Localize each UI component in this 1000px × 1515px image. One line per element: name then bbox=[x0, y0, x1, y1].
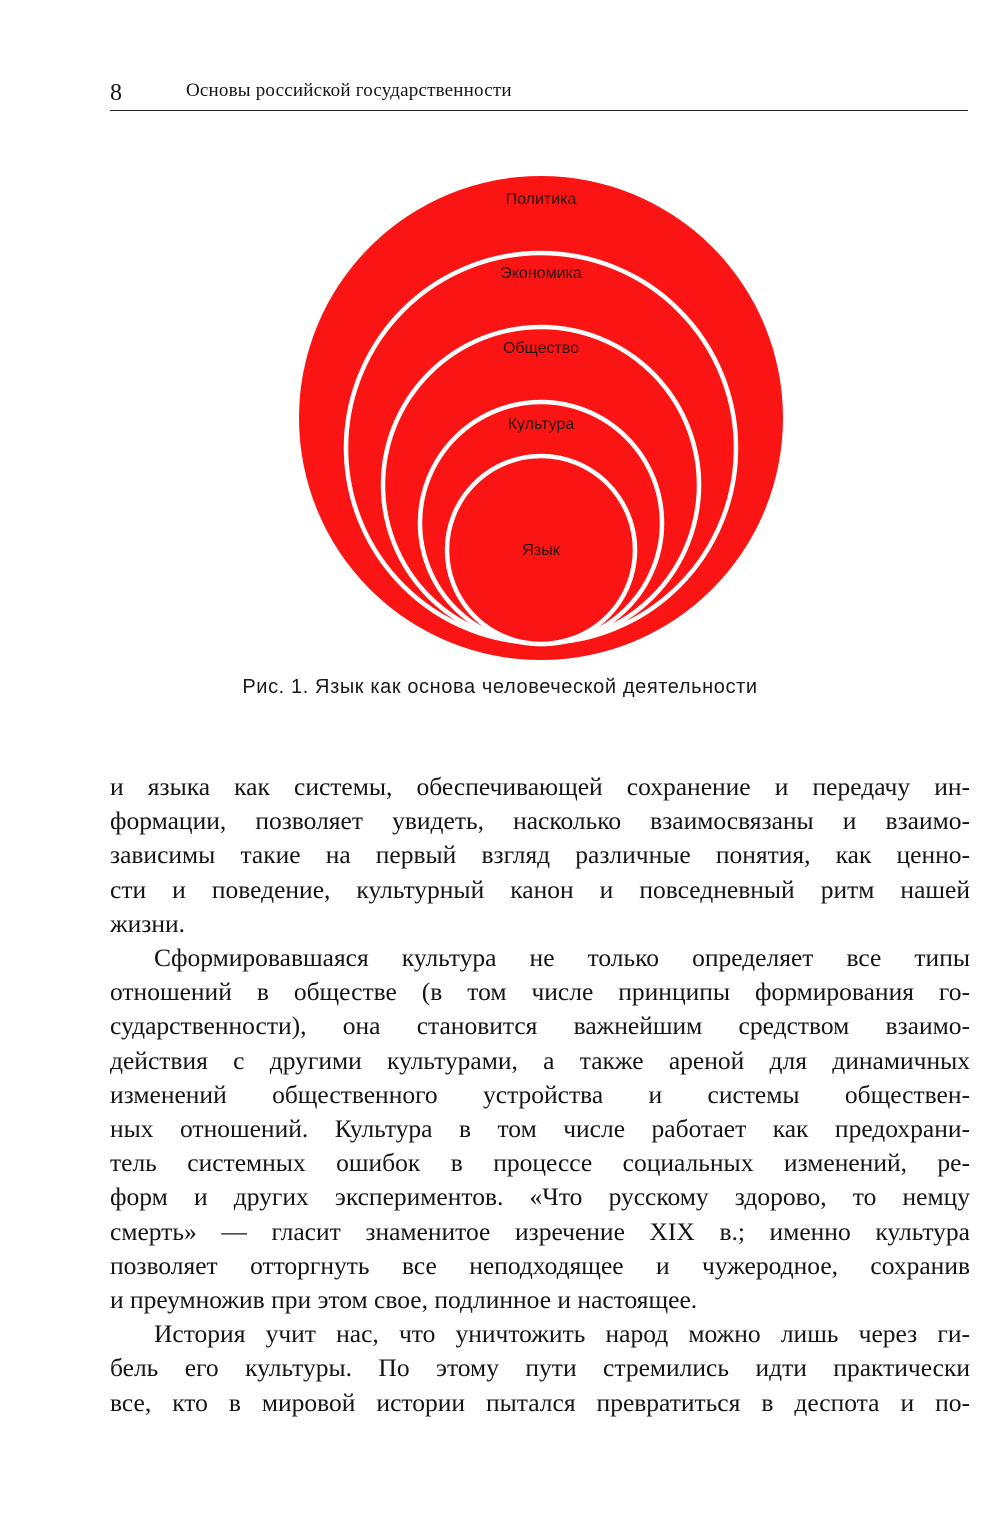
text-line: тель системных ошибок в процессе социальных изменений, ре- bbox=[110, 1148, 970, 1178]
layer-label-economics: Экономика bbox=[500, 265, 582, 282]
body-text bbox=[110, 770, 970, 1420]
text-line: позволяет отторгнуть все неподходящее и чужеродное, сохранив bbox=[110, 1250, 970, 1280]
text-line: сти и поведение, культурный канон и повседневный ритм нашей bbox=[110, 874, 970, 904]
layer-label-politics: Политика bbox=[505, 191, 577, 208]
layer-label-language: Язык bbox=[522, 542, 560, 559]
figure-caption: Рис. 1. Язык как основа человеческой деятельности bbox=[242, 676, 758, 698]
concentric-layers-diagram bbox=[0, 150, 1000, 670]
layer-label-society: Общество bbox=[502, 340, 580, 357]
text-line: и языка как системы, обеспечивающей сохранение и передачу ин- bbox=[110, 772, 970, 801]
paragraph bbox=[110, 770, 970, 941]
text-line: История учит нас, что уничтожить народ можно лишь через ги- bbox=[154, 1319, 970, 1349]
text-line: жизни. bbox=[110, 908, 186, 938]
text-line: действия с другими культурами, а также ареной для динамичных bbox=[110, 1045, 970, 1075]
text-line: зависимы такие на первый взгляд различные понятия, как ценно- bbox=[110, 840, 970, 870]
paragraph bbox=[110, 941, 970, 1317]
page-number: 8 bbox=[110, 80, 122, 106]
running-header bbox=[110, 76, 968, 111]
text-line: изменений общественного устройства и системы обществен- bbox=[110, 1079, 970, 1109]
text-line: отношений в обществе (в том числе принципы формирования го- bbox=[110, 977, 970, 1007]
text-line: Сформировавшаяся культура не только определяет все типы bbox=[154, 943, 970, 973]
text-line: форм и других экспериментов. «Что русскому здорово, то немцу bbox=[110, 1182, 970, 1212]
text-line: бель его культуры. По этому пути стремились идти практически bbox=[110, 1353, 970, 1383]
text-line: смерть» — гласит знаменитое изречение XIX в.; именно культура bbox=[110, 1216, 970, 1246]
paragraph bbox=[110, 1317, 970, 1420]
text-line: все, кто в мировой истории пытался превратиться в деспота и по- bbox=[110, 1387, 970, 1417]
text-line: ных отношений. Культура в том числе работает как предохрани- bbox=[110, 1114, 970, 1144]
figure-language-layers bbox=[0, 150, 1000, 710]
text-line: формации, позволяет увидеть, насколько взаимосвязаны и взаимо- bbox=[110, 806, 970, 836]
running-title: Основы российской государственности bbox=[186, 80, 512, 101]
layer-label-culture: Культура bbox=[507, 416, 575, 433]
text-line: сударственности), она становится важнейшим средством взаимо- bbox=[110, 1011, 970, 1041]
text-line: и преумножив при этом свое, подлинное и настоящее. bbox=[110, 1285, 698, 1315]
